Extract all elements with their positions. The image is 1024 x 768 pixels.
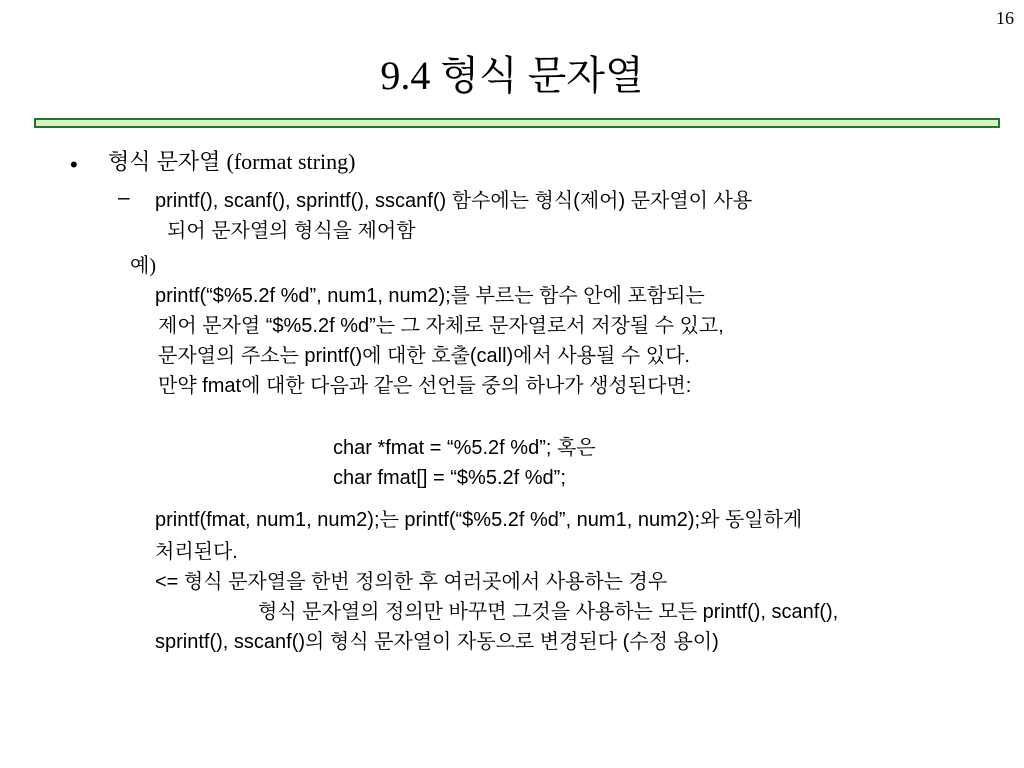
- example-label: 예): [130, 255, 156, 277]
- sub-bullet-line-2: 되어 문자열의 형식을 제어함: [167, 220, 416, 242]
- result-line-1: printf(fmat, num1, num2);는 printf(“$%5.2f %d”, num1, num2);와 동일하게: [155, 509, 803, 531]
- title-divider: [34, 118, 1000, 128]
- bullet-heading-korean: 형식 문자열: [108, 149, 221, 174]
- result-line-4: 형식 문자열의 정의만 바꾸면 그것을 사용하는 모든 printf(), scanf(),: [258, 601, 839, 623]
- bullet-heading-english: (format string): [226, 149, 356, 174]
- example-line-3: 문자열의 주소는 printf()에 대한 호출(call)에서 사용될 수 있다.: [158, 345, 690, 367]
- result-line-5: sprintf(), sscanf()의 형식 문자열이 자동으로 변경된다 (수정 용이): [155, 631, 719, 653]
- bullet-heading: [108, 148, 355, 176]
- code-line-1: char *fmat = “%5.2f %d”; 혹은: [333, 437, 596, 459]
- slide-title: 9.4 형식 문자열: [380, 53, 644, 98]
- sub-bullet-text: [155, 186, 955, 246]
- example-line-1: printf(“$%5.2f %d”, num1, num2);를 부르는 함수 안에 포함되는: [155, 285, 705, 307]
- example-line-2: 제어 문자열 “$%5.2f %d”는 그 자체로 문자열로서 저장될 수 있고,: [158, 315, 724, 337]
- code-line-2: char fmat[] = “$%5.2f %d”;: [333, 467, 566, 489]
- result-line-3: <= 형식 문자열을 한번 정의한 후 여러곳에서 사용하는 경우: [155, 571, 668, 593]
- result-line-2: 처리된다.: [155, 541, 238, 563]
- sub-bullet-dash-icon: –: [118, 186, 130, 209]
- bullet-dot-icon: •: [70, 152, 78, 177]
- page-number: 16: [996, 8, 1014, 28]
- sub-bullet-line-1: printf(), scanf(), sprintf(), sscanf() 함수에는 형식(제어) 문자열이 사용: [155, 190, 753, 212]
- example-line-4: 만약 fmat에 대한 다음과 같은 선언들 중의 하나가 생성된다면:: [158, 375, 692, 397]
